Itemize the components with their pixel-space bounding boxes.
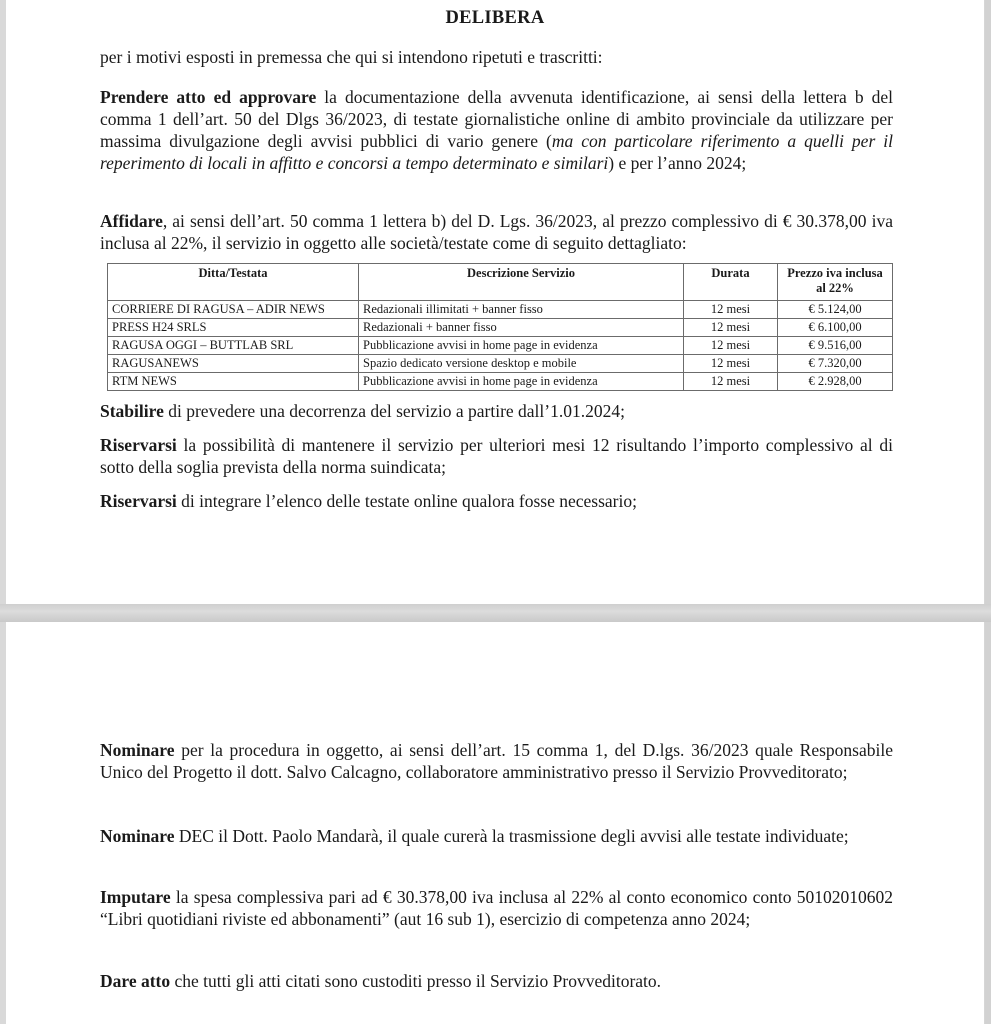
cell-ditta: PRESS H24 SRLS	[108, 319, 359, 337]
cell-ditta: CORRIERE DI RAGUSA – ADIR NEWS	[108, 301, 359, 319]
cell-prezzo: € 9.516,00	[778, 337, 893, 355]
paragraph-dare-atto	[100, 970, 893, 992]
cell-durata: 12 mesi	[684, 301, 778, 319]
document-page-2	[6, 622, 984, 1024]
cell-ditta: RAGUSANEWS	[108, 355, 359, 373]
cell-ditta: RTM NEWS	[108, 373, 359, 391]
keyword-nominare: Nominare	[100, 740, 175, 760]
cell-durata: 12 mesi	[684, 319, 778, 337]
paragraph-text: ) e per l’anno 2024;	[608, 153, 747, 173]
paragraph-text: , ai sensi dell’art. 50 comma 1 lettera b) del D. Lgs. 36/2023, al prezzo complessivo di € 30.378,00 iva inclusa al 22%, il servizio in oggetto alle società/testate come di seguito dettagliato:	[100, 211, 893, 253]
paragraph-imputare	[100, 886, 893, 930]
paragraph-text: la documentazione della avvenuta identificazione, ai sensi della lettera b del comma 1 dell’art. 50 del Dlgs 36/2023, di testate giornalistiche online di ambito provinciale da utilizzare per massima divulgazione degli avvisi pubblici di vario genere (	[100, 87, 893, 151]
viewer-scrollbar[interactable]	[985, 0, 991, 1024]
paragraph-riservarsi-1	[100, 434, 893, 478]
cell-durata: 12 mesi	[684, 337, 778, 355]
cell-durata: 12 mesi	[684, 355, 778, 373]
paragraph-nominare-dec	[100, 825, 893, 847]
italic-note: ma con particolare riferimento a quelli per il reperimento di locali in affitto e concorsi a tempo determinato e similari	[100, 131, 893, 173]
intro-text: per i motivi esposti in premessa che qui si intendono ripetuti e trascritti:	[100, 47, 603, 67]
table-row	[108, 319, 893, 337]
keyword-riservarsi: Riservarsi	[100, 491, 177, 511]
cell-descrizione: Spazio dedicato versione desktop e mobile	[359, 355, 684, 373]
paragraph-text: DEC il Dott. Paolo Mandarà, il quale curerà la trasmissione degli avvisi alle testate individuate;	[174, 826, 849, 846]
document-page-1	[6, 0, 984, 604]
cell-prezzo: € 7.320,00	[778, 355, 893, 373]
paragraph-text: che tutti gli atti citati sono custoditi presso il Servizio Provveditorato.	[170, 971, 662, 991]
header-descrizione: Descrizione Servizio	[359, 264, 684, 301]
keyword-stabilire: Stabilire	[100, 401, 164, 421]
cell-prezzo: € 2.928,00	[778, 373, 893, 391]
page-separator	[0, 604, 991, 622]
assignments-table	[107, 263, 893, 391]
keyword-prendere-atto: Prendere atto ed approvare	[100, 87, 317, 107]
table-row	[108, 355, 893, 373]
keyword-affidare: Affidare	[100, 211, 163, 231]
paragraph-text: per la procedura in oggetto, ai sensi dell’art. 15 comma 1, del D.lgs. 36/2023 quale Responsabile Unico del Progetto il dott. Salvo Calcagno, collaboratore amministrativo presso il Servizio Provveditorato;	[100, 740, 893, 782]
header-ditta: Ditta/Testata	[108, 264, 359, 301]
cell-descrizione: Redazionali illimitati + banner fisso	[359, 301, 684, 319]
paragraph-stabilire	[100, 400, 893, 422]
keyword-riservarsi: Riservarsi	[100, 435, 177, 455]
paragraph-text: la possibilità di mantenere il servizio per ulteriori mesi 12 risultando l’importo complessivo al di sotto della soglia prevista della norma suindicata;	[100, 435, 893, 477]
paragraph-text: di prevedere una decorrenza del servizio a partire dall’1.01.2024;	[163, 401, 625, 421]
paragraph-text: la spesa complessiva pari ad € 30.378,00 iva inclusa al 22% al conto economico conto 50102010602 “Libri quotidiani riviste ed abbonamenti” (aut 16 sub 1), esercizio di competenza anno 2024;	[100, 887, 893, 929]
keyword-dare-atto: Dare atto	[100, 971, 171, 991]
cell-prezzo: € 5.124,00	[778, 301, 893, 319]
cell-ditta: RAGUSA OGGI – BUTTLAB SRL	[108, 337, 359, 355]
cell-descrizione: Pubblicazione avvisi in home page in evidenza	[359, 337, 684, 355]
paragraph-riservarsi-2	[100, 490, 893, 512]
document-title: DELIBERA	[445, 8, 545, 28]
keyword-imputare: Imputare	[100, 887, 171, 907]
table-row	[108, 373, 893, 391]
table-row	[108, 301, 893, 319]
table-header-row	[108, 264, 893, 301]
paragraph-text: di integrare l’elenco delle testate online qualora fosse necessario;	[176, 491, 637, 511]
intro-paragraph	[100, 46, 893, 68]
cell-descrizione: Pubblicazione avvisi in home page in evidenza	[359, 373, 684, 391]
paragraph-prendere-atto	[100, 86, 893, 174]
cell-prezzo: € 6.100,00	[778, 319, 893, 337]
cell-descrizione: Redazionali + banner fisso	[359, 319, 684, 337]
header-prezzo: Prezzo iva inclusa al 22%	[778, 264, 893, 301]
header-durata: Durata	[684, 264, 778, 301]
paragraph-affidare	[100, 210, 893, 254]
table-row	[108, 337, 893, 355]
cell-durata: 12 mesi	[684, 373, 778, 391]
paragraph-nominare-rup	[100, 739, 893, 783]
keyword-nominare: Nominare	[100, 826, 175, 846]
